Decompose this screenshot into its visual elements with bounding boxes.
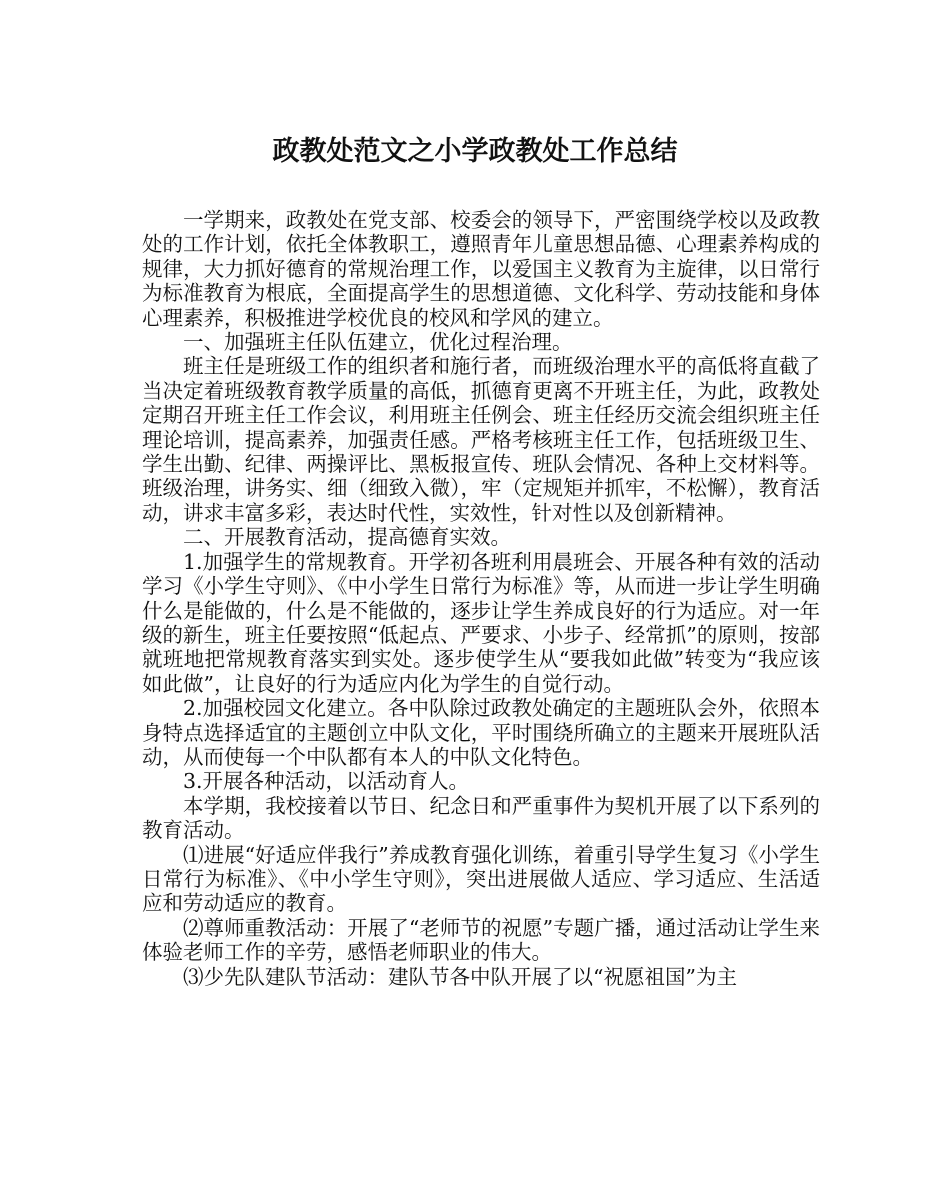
paragraph-activity-1: ⑴进展“好适应伴我行”养成教育强化训练，着重引导学生复习《小学生日常行为标准》、《中小学生守则》，突出进展做人适应、学习适应、生活适应和劳动适应的教育。 [142,842,820,916]
paragraph-activities-intro: 本学期，我校接着以节日、纪念日和严重事件为契机开展了以下系列的教育活动。 [142,793,820,843]
paragraph-activity-3: ⑶少先队建队节活动：建队节各中队开展了以“祝愿祖国”为主 [183,964,737,989]
paragraph-item-2: 2.加强校园文化建立。各中队除过政教处确定的主题班队会外，依照本身特点选择适宜的主题创立中队文化，平时围绕所确立的主题来开展班队活动，从而使每一个中队都有本人的中队文化特色。 [142,696,820,769]
paragraph-item-1: 1.加强学生的常规教育。开学初各班利用晨班会、开展各种有效的活动学习《小学生守则》、《中小学生日常行为标准》等，从而进一步让学生明确什么是能做的，什么是不能做的，逐步让学生养成良好的行为适应。对一年级的新生，班主任要按照“低起点、严要求、小步子、经常抓”的原则，按部就班地把常规教育落实到实处。逐步使学生从“要我如此做”转变为“我应该如此做”，让良好的行为适应内化为学生的自觉行动。 [142,549,820,696]
section-heading-1: 一、加强班主任队伍建立，优化过程治理。 [183,330,573,355]
paragraph-item-3: 3.开展各种活动，以活动育人。 [183,769,470,794]
document-body [142,208,820,989]
paragraph-intro: 一学期来，政教处在党支部、校委会的领导下，严密围绕学校以及政教处的工作计划，依托全体教职工，遵照青年儿童思想品德、心理素养构成的规律，大力抓好德育的常规治理工作，以爱国主义教育为主旋律，以日常行为标准教育为根底，全面提高学生的思想道德、文化科学、劳动技能和身体心理素养，积极推进学校优良的校风和学风的建立。 [142,208,820,330]
paragraph-activity-2: ⑵尊师重教活动：开展了“老师节的祝愿”专题广播，通过活动让学生来体验老师工作的辛劳，感悟老师职业的伟大。 [142,915,820,965]
paragraph-class-teacher: 班主任是班级工作的组织者和施行者，而班级治理水平的高低将直截了当决定着班级教育教学质量的高低，抓德育更离不开班主任，为此，政教处定期召开班主任工作会议，利用班主任例会、班主任经历交流会组织班主任理论培训，提高素养，加强责任感。严格考核班主任工作，包括班级卫生、学生出勤、纪律、两操评比、黑板报宣传、班队会情况、各种上交材料等。班级治理，讲务实、细（细致入微），牢（定规矩并抓牢，不松懈），教育活动，讲求丰富多彩，表达时代性，实效性，针对性以及创新精神。 [142,354,820,525]
document-title: 政教处范文之小学政教处工作总结 [272,136,678,167]
section-heading-2: 二、开展教育活动，提高德育实效。 [183,525,511,550]
